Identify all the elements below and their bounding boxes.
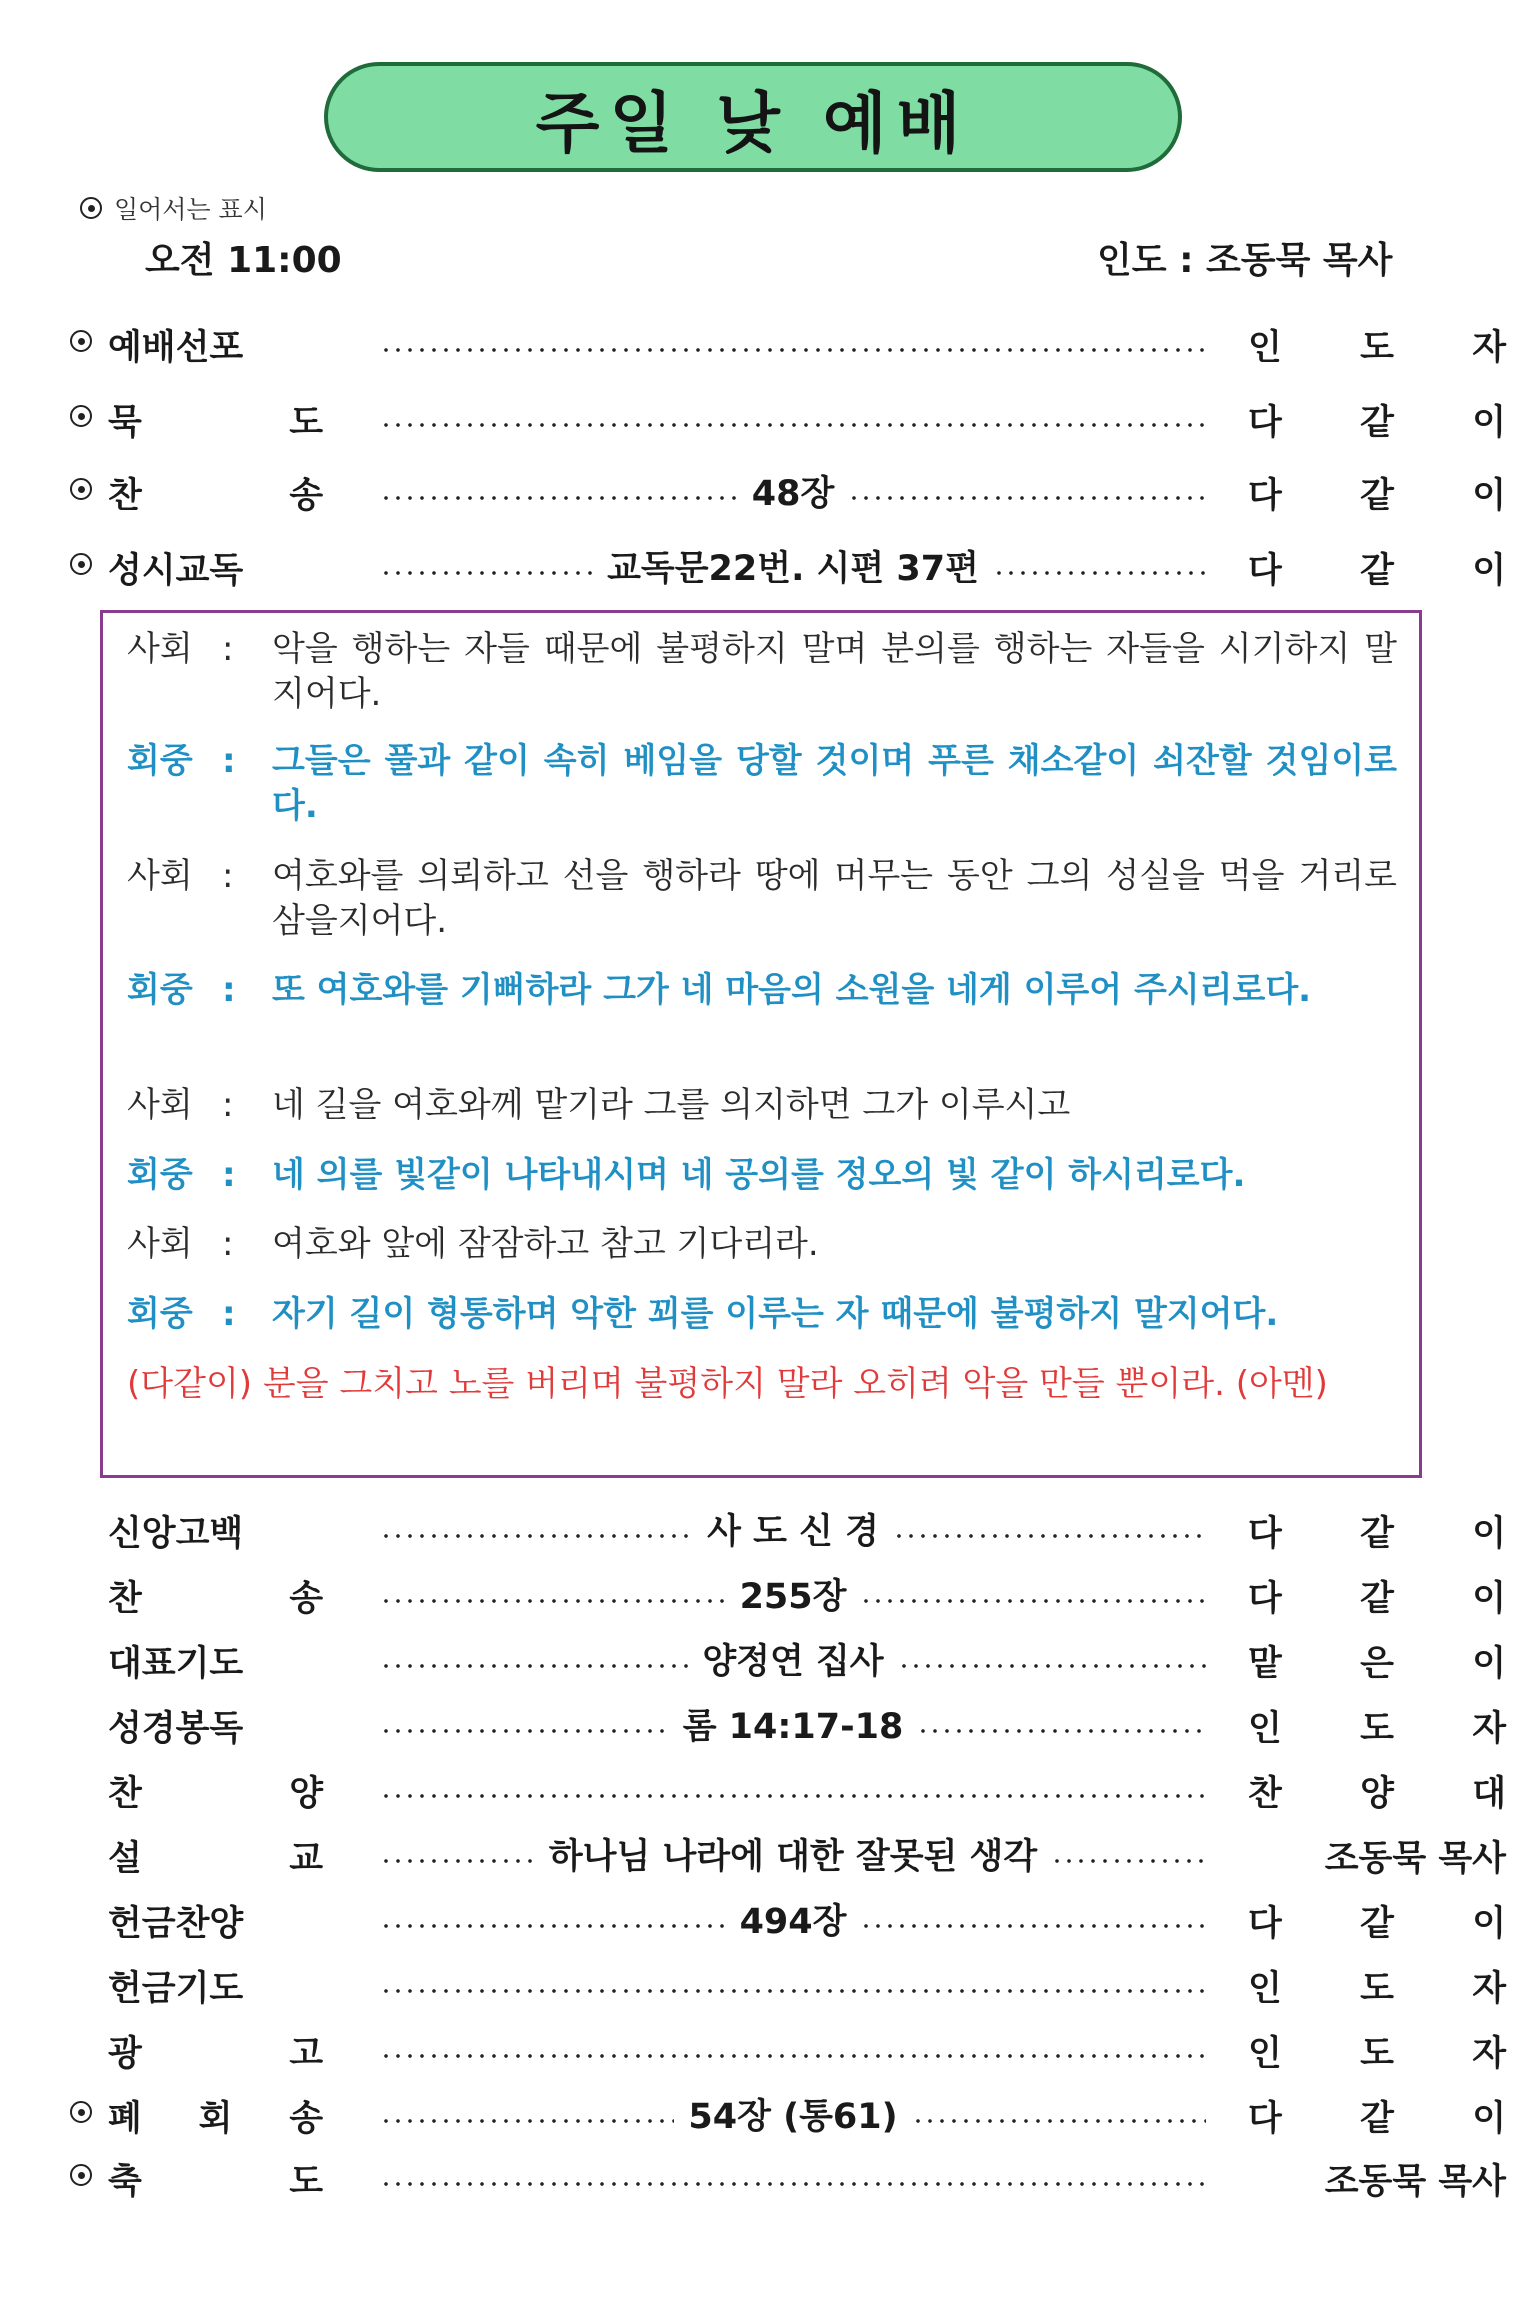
text-part: 교	[289, 1839, 323, 1879]
reading-line	[127, 1362, 1397, 1407]
reading-speaker: 사회	[127, 1085, 193, 1125]
text-part: 회	[198, 2099, 233, 2139]
order-item-value: 사 도 신 경	[707, 1512, 879, 1552]
order-row	[68, 1888, 1506, 1948]
reading-speaker: 회중	[127, 1294, 193, 1334]
order-item-name	[108, 2026, 323, 2076]
reading-text: 그들은 풀과 같이 속히 베임을 당할 것이며 푸른 채소같이 쇠잔할 것임이로다.	[272, 741, 1397, 826]
order-row	[68, 2018, 1506, 2078]
reading-line	[127, 968, 1397, 1013]
reading-text: 여호와를 의뢰하고 선을 행하라 땅에 머무는 동안 그의 성실을 먹을 거리로 삼을지어다.	[272, 856, 1397, 941]
order-item-detail	[380, 2154, 1206, 2200]
text-part: 같	[1360, 2099, 1394, 2139]
dot-leader	[380, 1599, 726, 1603]
order-item-name: 대표기도	[108, 1644, 244, 1684]
reading-text: (다같이) 분을 그치고 노를 버리며 불평하지 말라 오히려 악을 만들 뿐이라. (아멘)	[127, 1364, 1328, 1404]
reading-text: 또 여호와를 기뻐하라 그가 네 마음의 소원을 네게 이루어 주시리로다.	[272, 970, 1312, 1010]
text-part: 인	[1248, 328, 1282, 368]
order-item-performer	[1248, 1896, 1506, 1946]
dot-leader	[380, 1989, 1206, 1993]
text-part: 송	[289, 2099, 323, 2139]
text-part: 찬	[1248, 1774, 1282, 1814]
order-item-name	[108, 395, 323, 445]
order-item-name	[108, 1831, 323, 1881]
text-part: 찬	[108, 1579, 142, 1619]
text-part: 이	[1472, 1644, 1506, 1684]
text-part: 이	[1472, 1579, 1506, 1619]
text-part: 자	[1472, 328, 1506, 368]
reading-line	[127, 1153, 1397, 1198]
text-part: 자	[1472, 1709, 1506, 1749]
order-row	[68, 535, 1506, 595]
text-part: 다	[1248, 476, 1282, 516]
text-part: 도	[1360, 1969, 1394, 2009]
order-item-value: 롬 14:17-18	[682, 1707, 904, 1747]
speaker-colon: :	[222, 741, 236, 781]
reading-speaker: 사회	[127, 1224, 193, 1264]
text-part: 다	[1248, 551, 1282, 591]
dot-leader	[917, 1729, 1206, 1733]
dot-leader	[380, 1729, 669, 1733]
stand-symbol-icon	[70, 405, 92, 427]
order-item-performer: 조동묵 목사	[1324, 2162, 1506, 2202]
order-item-name: 성시교독	[108, 551, 244, 591]
reading-line	[127, 739, 1397, 829]
dot-leader	[380, 2054, 1206, 2058]
order-item-performer: 조동묵 목사	[1324, 1839, 1506, 1879]
order-row	[68, 1758, 1506, 1818]
order-row	[68, 460, 1506, 520]
order-item-detail	[380, 1571, 1206, 1617]
service-time: 오전 11:00	[145, 240, 342, 281]
legend-label: 일어서는 표시	[114, 195, 267, 224]
order-item-performer	[1248, 320, 1506, 370]
page-title: 주일 낮 예배	[535, 84, 971, 162]
text-part: 인	[1248, 2034, 1282, 2074]
text-part: 고	[289, 2034, 323, 2074]
text-part: 송	[289, 476, 323, 516]
text-part: 대	[1472, 1774, 1506, 1814]
order-item-name: 성경봉독	[108, 1709, 244, 1749]
order-row	[68, 2146, 1506, 2206]
order-item-name	[108, 468, 323, 518]
text-part: 인	[1248, 1969, 1282, 2009]
speaker-colon: :	[222, 1155, 236, 1195]
text-part: 다	[1248, 1904, 1282, 1944]
dot-leader	[380, 2182, 1206, 2186]
speaker-colon: :	[222, 1085, 234, 1125]
order-item-performer	[1248, 543, 1506, 593]
service-leader: 인도 : 조동묵 목사	[1097, 240, 1393, 281]
speaker-colon: :	[222, 629, 234, 669]
reading-line	[127, 854, 1397, 944]
order-item-value: 교독문22번. 시편 37편	[607, 549, 979, 589]
text-part: 같	[1360, 551, 1394, 591]
text-part: 폐	[108, 2099, 142, 2139]
dot-leader	[848, 496, 1206, 500]
reading-speaker: 회중	[127, 970, 193, 1010]
dot-leader	[380, 1859, 535, 1863]
text-part: 자	[1472, 1969, 1506, 2009]
order-item-value: 양정연 집사	[702, 1642, 884, 1682]
order-item-value: 494장	[739, 1902, 847, 1942]
speaker-colon: :	[222, 1294, 236, 1334]
order-item-name: 신앙고백	[108, 1514, 244, 1554]
reading-speaker: 회중	[127, 741, 193, 781]
order-item-name	[108, 2091, 323, 2141]
reading-line	[127, 1083, 1397, 1128]
order-row	[68, 1693, 1506, 1753]
text-part: 찬	[108, 476, 142, 516]
reading-speaker: 회중	[127, 1155, 193, 1195]
dot-leader	[380, 496, 738, 500]
reading-speaker: 사회	[127, 856, 193, 896]
reading-speaker: 사회	[127, 629, 193, 669]
text-part: 축	[108, 2162, 142, 2202]
dot-leader	[380, 1794, 1206, 1798]
order-item-performer	[1248, 1961, 1506, 2011]
text-part: 다	[1248, 1579, 1282, 1619]
dot-leader	[380, 1534, 693, 1538]
stand-symbol-icon	[70, 553, 92, 575]
dot-leader	[860, 1599, 1206, 1603]
reading-text: 네 길을 여호와께 맡기라 그를 의지하면 그가 이루시고	[272, 1085, 1071, 1125]
order-item-detail	[380, 1766, 1206, 1812]
stand-legend	[80, 190, 267, 226]
dot-leader	[898, 1664, 1206, 1668]
order-item-detail	[380, 468, 1206, 514]
title-banner	[324, 62, 1182, 172]
text-part: 양	[1360, 1774, 1394, 1814]
text-part: 맡	[1248, 1644, 1282, 1684]
order-item-performer	[1248, 2091, 1506, 2141]
stand-symbol-icon	[80, 197, 102, 219]
reading-line	[127, 1222, 1397, 1267]
order-item-name	[108, 2154, 323, 2204]
dot-leader	[380, 1664, 688, 1668]
text-part: 이	[1472, 551, 1506, 591]
reading-text: 네 의를 빛같이 나타내시며 네 공의를 정오의 빛 같이 하시리로다.	[272, 1155, 1246, 1195]
text-part: 은	[1360, 1644, 1394, 1684]
dot-leader	[380, 1924, 726, 1928]
order-item-performer	[1248, 1506, 1506, 1556]
order-row	[68, 1563, 1506, 1623]
text-part: 도	[1360, 328, 1394, 368]
reading-text: 여호와 앞에 잠잠하고 참고 기다리라.	[272, 1224, 819, 1264]
order-item-name	[108, 1766, 323, 1816]
order-row	[68, 2083, 1506, 2143]
text-part: 양	[289, 1774, 323, 1814]
dot-leader	[993, 571, 1206, 575]
text-part: 다	[1248, 1514, 1282, 1554]
text-part: 도	[1360, 2034, 1394, 2074]
dot-leader	[380, 571, 593, 575]
order-item-performer	[1248, 1571, 1506, 1621]
order-item-detail	[380, 1831, 1206, 1877]
text-part: 자	[1472, 2034, 1506, 2074]
text-part: 묵	[108, 403, 142, 443]
responsive-reading-box	[100, 610, 1422, 1478]
order-item-detail	[380, 1701, 1206, 1747]
text-part: 이	[1472, 2099, 1506, 2139]
stand-symbol-icon	[70, 330, 92, 352]
dot-leader	[1051, 1859, 1206, 1863]
dot-leader	[912, 2119, 1206, 2123]
speaker-colon: :	[222, 970, 236, 1010]
dot-leader	[380, 2119, 674, 2123]
stand-symbol-icon	[70, 2164, 92, 2186]
order-row	[68, 1628, 1506, 1688]
text-part: 같	[1360, 403, 1394, 443]
stand-symbol-icon	[70, 2101, 92, 2123]
order-item-performer	[1248, 395, 1506, 445]
text-part: 송	[289, 1579, 323, 1619]
order-item-detail	[380, 1961, 1206, 2007]
text-part: 인	[1248, 1709, 1282, 1749]
text-part: 같	[1360, 1514, 1394, 1554]
order-item-performer	[1248, 468, 1506, 518]
order-item-detail	[380, 1506, 1206, 1552]
order-item-detail	[380, 2026, 1206, 2072]
speaker-colon: :	[222, 1224, 234, 1264]
order-item-detail	[380, 395, 1206, 441]
text-part: 같	[1360, 1579, 1394, 1619]
order-item-detail	[380, 1896, 1206, 1942]
order-item-detail	[380, 320, 1206, 366]
text-part: 설	[108, 1839, 142, 1879]
order-item-performer	[1248, 1766, 1506, 1816]
order-item-performer	[1248, 2026, 1506, 2076]
reading-text: 자기 길이 형통하며 악한 꾀를 이루는 자 때문에 불평하지 말지어다.	[272, 1294, 1279, 1334]
reading-line	[127, 627, 1397, 717]
order-item-name	[108, 1571, 323, 1621]
text-part: 이	[1472, 1514, 1506, 1554]
order-item-value: 54장 (통61)	[688, 2097, 898, 2137]
text-part: 이	[1472, 1904, 1506, 1944]
order-item-performer	[1248, 1701, 1506, 1751]
text-part: 같	[1360, 476, 1394, 516]
order-row	[68, 1823, 1506, 1883]
text-part: 같	[1360, 1904, 1394, 1944]
order-row	[68, 387, 1506, 447]
order-item-value: 255장	[739, 1577, 847, 1617]
text-part: 도	[1360, 1709, 1394, 1749]
text-part: 이	[1472, 403, 1506, 443]
dot-leader	[380, 348, 1206, 352]
stand-symbol-icon	[70, 478, 92, 500]
text-part: 광	[108, 2034, 142, 2074]
order-item-name: 헌금기도	[108, 1969, 244, 2009]
text-part: 도	[289, 403, 323, 443]
text-part: 다	[1248, 403, 1282, 443]
reading-text: 악을 행하는 자들 때문에 불평하지 말며 분의를 행하는 자들을 시기하지 말지어다.	[272, 629, 1397, 714]
dot-leader	[380, 423, 1206, 427]
order-item-detail	[380, 1636, 1206, 1682]
order-item-performer	[1248, 1636, 1506, 1686]
text-part: 이	[1472, 476, 1506, 516]
order-item-detail	[380, 543, 1206, 589]
order-item-name: 예배선포	[108, 328, 244, 368]
order-item-name: 헌금찬양	[108, 1904, 244, 1944]
text-part: 찬	[108, 1774, 142, 1814]
speaker-colon: :	[222, 856, 234, 896]
reading-line	[127, 1292, 1397, 1337]
order-row	[68, 1953, 1506, 2013]
text-part: 다	[1248, 2099, 1282, 2139]
order-row	[68, 312, 1506, 372]
text-part: 도	[289, 2162, 323, 2202]
order-item-value: 48장	[751, 474, 835, 514]
dot-leader	[893, 1534, 1206, 1538]
dot-leader	[860, 1924, 1206, 1928]
order-row	[68, 1498, 1506, 1558]
order-item-value: 하나님 나라에 대한 잘못된 생각	[548, 1837, 1038, 1877]
order-item-detail	[380, 2091, 1206, 2137]
